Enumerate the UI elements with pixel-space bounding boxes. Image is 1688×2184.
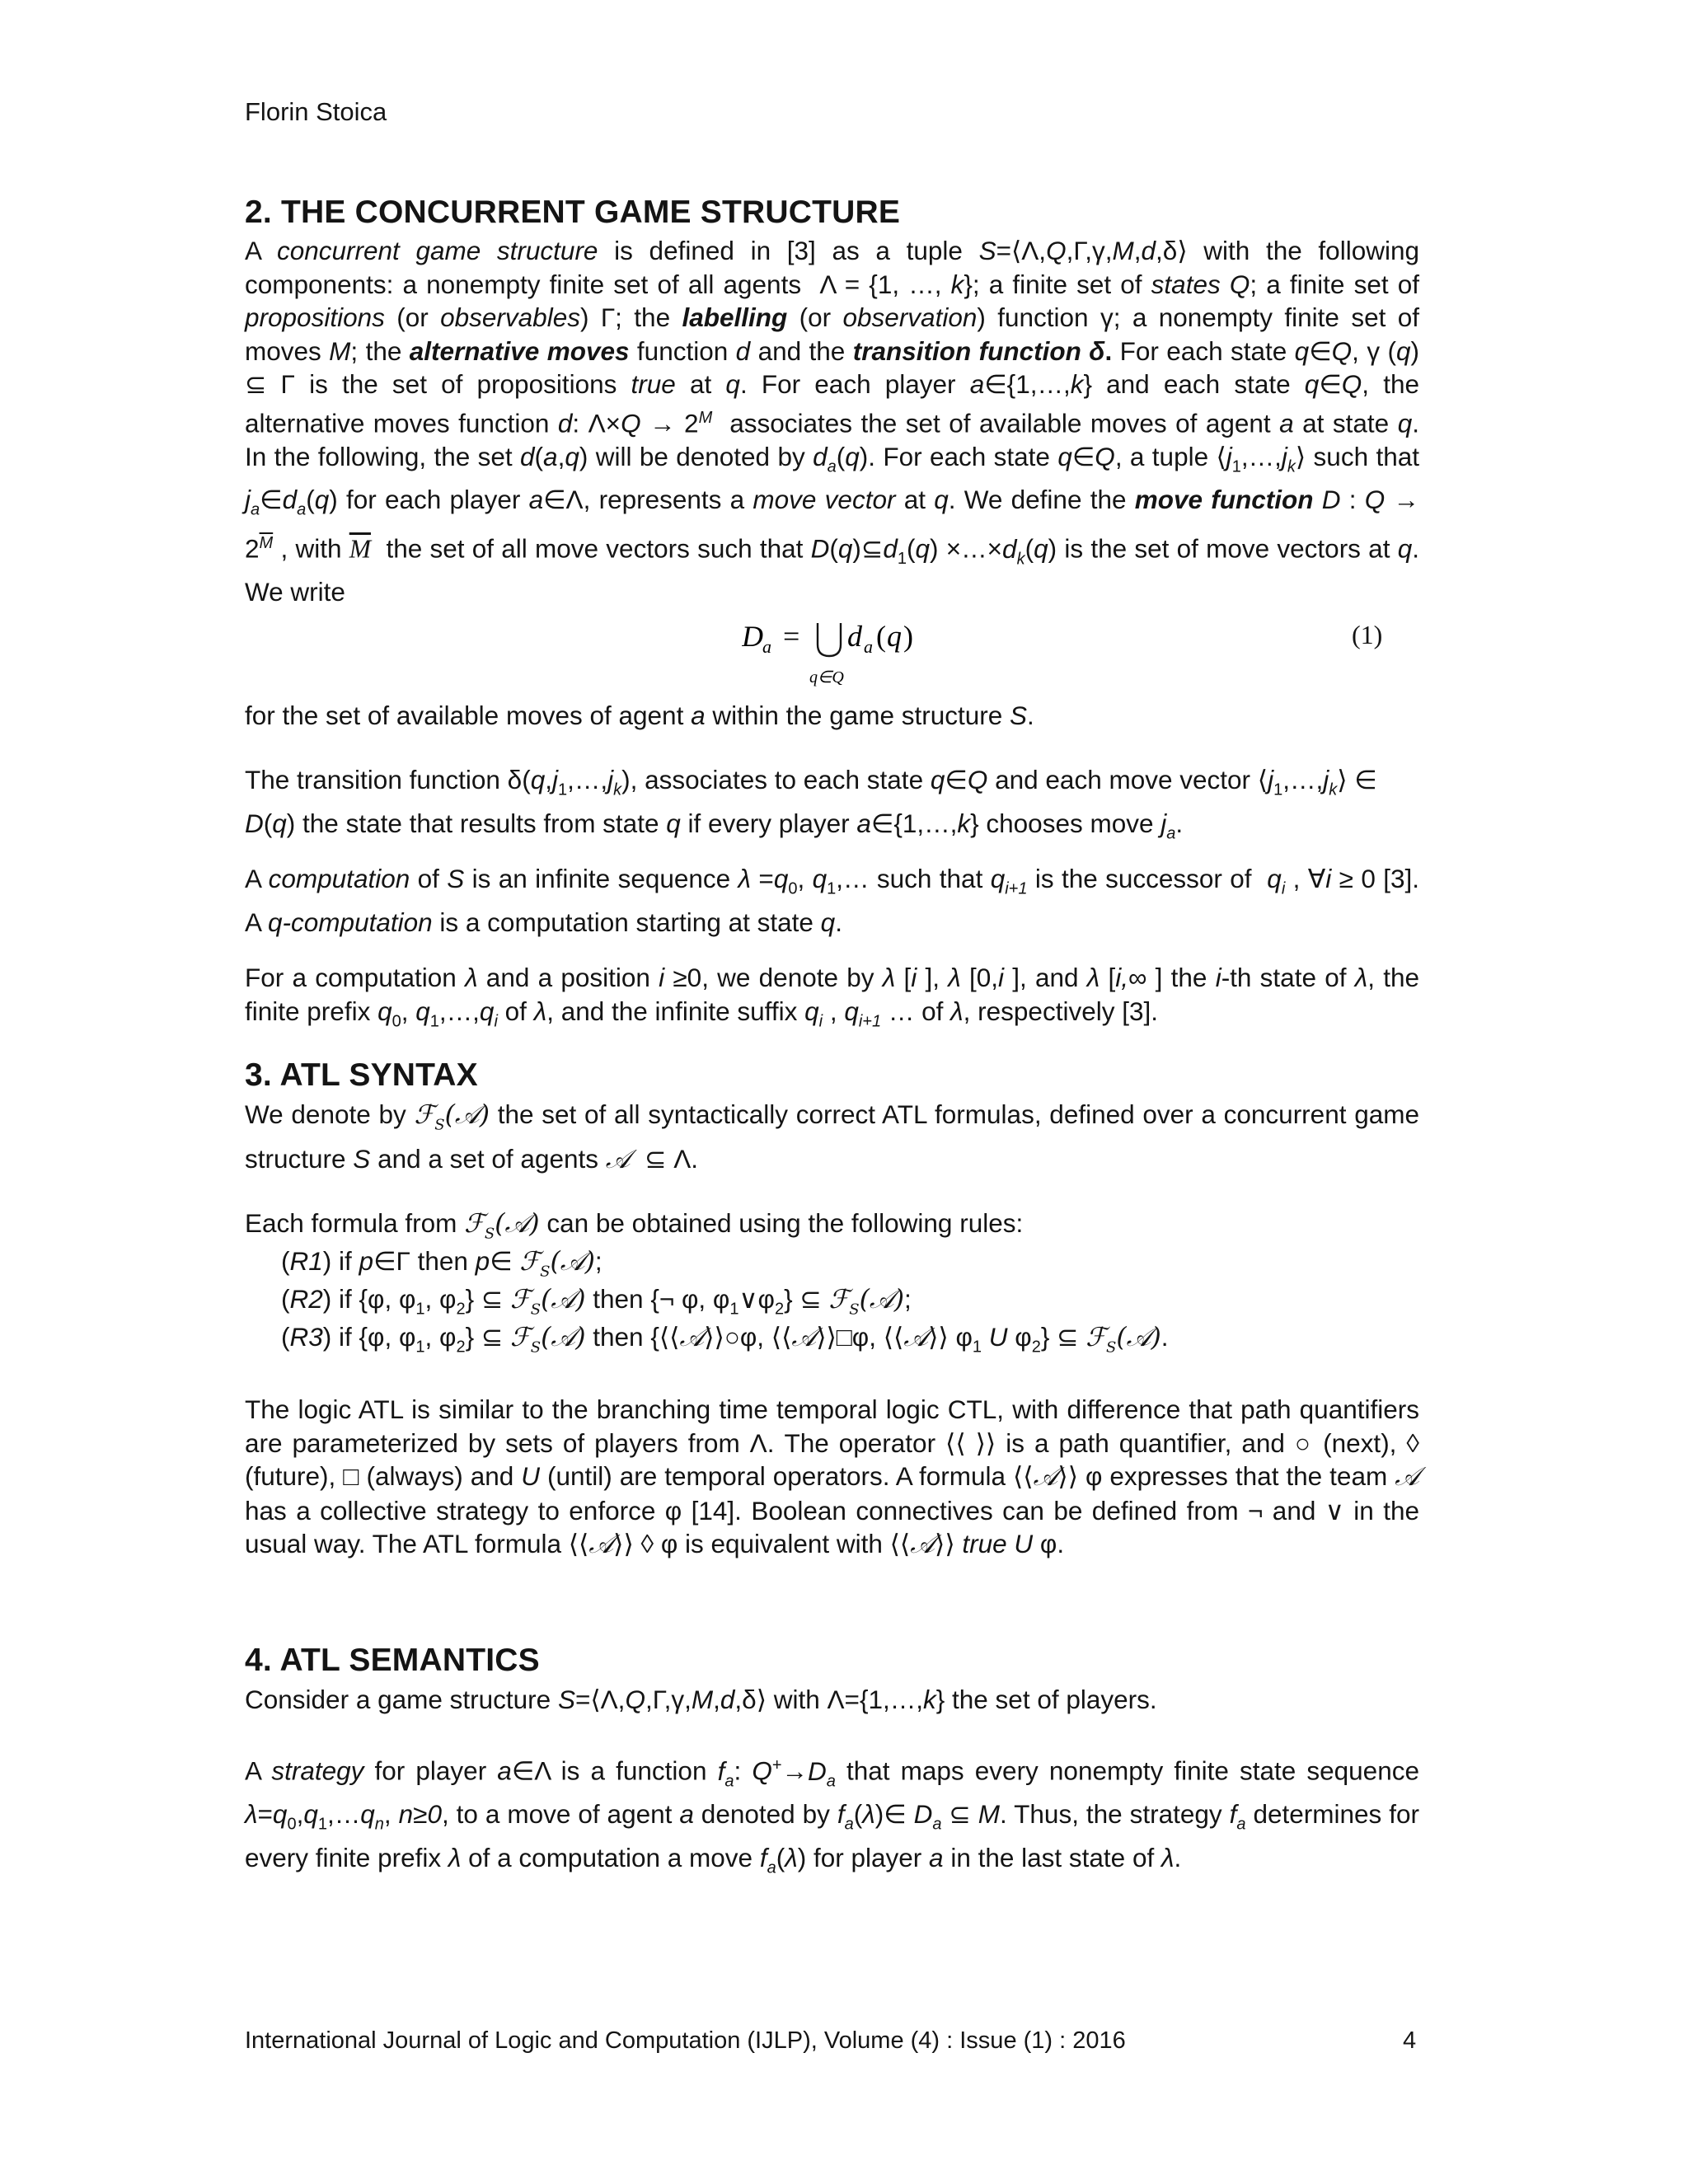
svg-text:): ) bbox=[903, 620, 913, 653]
section-2-paragraph-3: The transition function $\delta(q,j_1,\dots,j_k)$, associates to each state q∈Q and each move vector $⟨j_1,\dots,j_k⟩$ ∈ D(q) the state that results from state q if every player a∈{1,…,k} chooses move $j_a$. bbox=[245, 765, 1377, 843]
svg-text:a: a bbox=[864, 636, 873, 657]
svg-text:=: = bbox=[783, 620, 800, 653]
section-4-heading: 4. ATL SEMANTICS bbox=[245, 1643, 540, 1678]
section-3-paragraph-1: We denote by ℱ$_S$(𝒜) the set of all syntactically correct ATL formulas, defined over a concurrent game structure S and a set of agents 𝒜 ⊆ Λ. bbox=[245, 1099, 1419, 1174]
svg-text:q∈Q: q∈Q bbox=[809, 668, 844, 687]
section-2-paragraph-5: For a computation λ and a position i ≥0, we denote by λ [i ], λ [0,i ], and λ [i,∞ ] the i-th state of λ, the finite prefix $q_0$, $q_1,\dots,q_i$ of λ, and the infinite suffix $q_i$ , $q_{i+1}$ … of λ, respectively [3]. bbox=[245, 963, 1419, 1030]
rule-r1: (R1) if p∈Γ then p∈ ℱ$_S$(𝒜); bbox=[281, 1246, 603, 1281]
section-2-paragraph-2: for the set of available moves of agent a within the game structure S. bbox=[245, 701, 1034, 730]
section-4-paragraph-2: A strategy for player a∈Λ is a function $f_a$: $Q^+\to D_a$ that maps every nonempty finite state sequence $\lambda=q_0,q_1,\dots q_n$, n≥0, to a move of agent a denoted by $f_a(\lambda)\in$ $D_a$ ⊆ M. Thus, the strategy $f_a$ determines for every finite prefix λ of a computation a move $f_a(\lambda)$ for player a in the last state of λ. bbox=[245, 1755, 1419, 1877]
svg-text:D: D bbox=[742, 620, 763, 653]
running-header: Florin Stoica bbox=[245, 97, 387, 126]
section-2-paragraph-4: A computation of S is an infinite sequence $\lambda =q_0$, $q_1,\dots$ such that $q_{i+1}$ is the successor of $q_i$ , ∀i ≥ 0 [3]. A q-computation is a computation starting at state q. bbox=[245, 864, 1419, 937]
section-2-heading: 2. THE CONCURRENT GAME STRUCTURE bbox=[245, 194, 901, 230]
rule-r2: (R2) if {φ, $\varphi_1$, $\varphi_2$} ⊆ ℱ$_S$(𝒜) then {¬ φ, $\varphi_1\vee\varphi_2$} ⊆ ℱ$_S$(𝒜); bbox=[281, 1284, 912, 1319]
section-3-paragraph-2: Each formula from ℱ$_S$(𝒜) can be obtained using the following rules: bbox=[245, 1208, 1024, 1243]
equation-1 bbox=[742, 612, 989, 694]
page-number: 4 bbox=[1403, 2027, 1417, 2054]
section-3-paragraph-3: The logic ATL is similar to the branching time temporal logic CTL, with difference that path quantifiers are parameterized by sets of players from Λ. The operator ⟨⟨ ⟩⟩ is a path quantifier, and ○ (next), ◊ (future), □ (always) and U (until) are temporal operators. A formula ⟨⟨𝒜⟩⟩ φ expresses that the team 𝒜 has a collective strategy to enforce φ [14]. Boolean connectives can be defined from ¬ and ∨ in the usual way. The ATL formula ⟨⟨𝒜⟩⟩ ◊ φ is equivalent with ⟨⟨𝒜⟩⟩ true U φ. bbox=[245, 1394, 1419, 1559]
section-3-heading: 3. ATL SYNTAX bbox=[245, 1057, 478, 1093]
svg-text:a: a bbox=[762, 636, 771, 657]
section-4-paragraph-1: Consider a game structure S=⟨Λ,Q,Γ,γ,M,d,δ⟩ with Λ={1,…,k} the set of players. bbox=[245, 1685, 1157, 1714]
footer-journal: International Journal of Logic and Computation (IJLP), Volume (4) : Issue (1) : 2016 bbox=[245, 2027, 1126, 2054]
rule-r3: (R3) if {φ, $\varphi_1$, $\varphi_2$} ⊆ ℱ$_S$(𝒜) then {⟨⟨𝒜⟩⟩○φ, ⟨⟨𝒜⟩⟩□φ, ⟨⟨𝒜⟩⟩ $\varphi_1$ U $\varphi_2$} ⊆ ℱ$_S$(𝒜). bbox=[281, 1322, 1169, 1357]
svg-text:q: q bbox=[887, 620, 902, 653]
section-2-paragraph-1: A concurrent game structure is defined in [3] as a tuple S=⟨Λ,Q,Γ,γ,M,d,δ⟩ with the following components: a nonempty finite set of all agents Λ = {1, …, k}; a finite set of states Q; a finite set of propositions (or observables) Γ; the labelling (or observation) function γ; a nonempty finite set of moves M; the alternative moves function d and the transition function δ. For each state q∈Q, γ (q) ⊆ Γ is the set of propositions true at q. For each player a∈{1,…,k} and each state q∈Q, the alternative moves function d: $\Lambda\times Q \to 2^M$ associates the set of available moves of agent a at state q. In the following, the set d(a,q) will be denoted by $d_a(q)$. For each state q∈Q, a tuple $⟨j_1,\dots,j_k⟩$ such that $j_a\in d_a(q)$ for each player a∈Λ, represents a move vector at q. We define the move function D : $Q \to 2^{\overline{M}}$ , with $\overline{M}$ the set of all move vectors such that $D(q)⊆d_1(q)$ $\times\dots\times d_k(q)$ is the set of move vectors at q. We write bbox=[245, 236, 1419, 607]
svg-text:(: ( bbox=[876, 620, 886, 653]
equation-number: (1) bbox=[1352, 620, 1383, 649]
svg-text:d: d bbox=[847, 620, 862, 653]
